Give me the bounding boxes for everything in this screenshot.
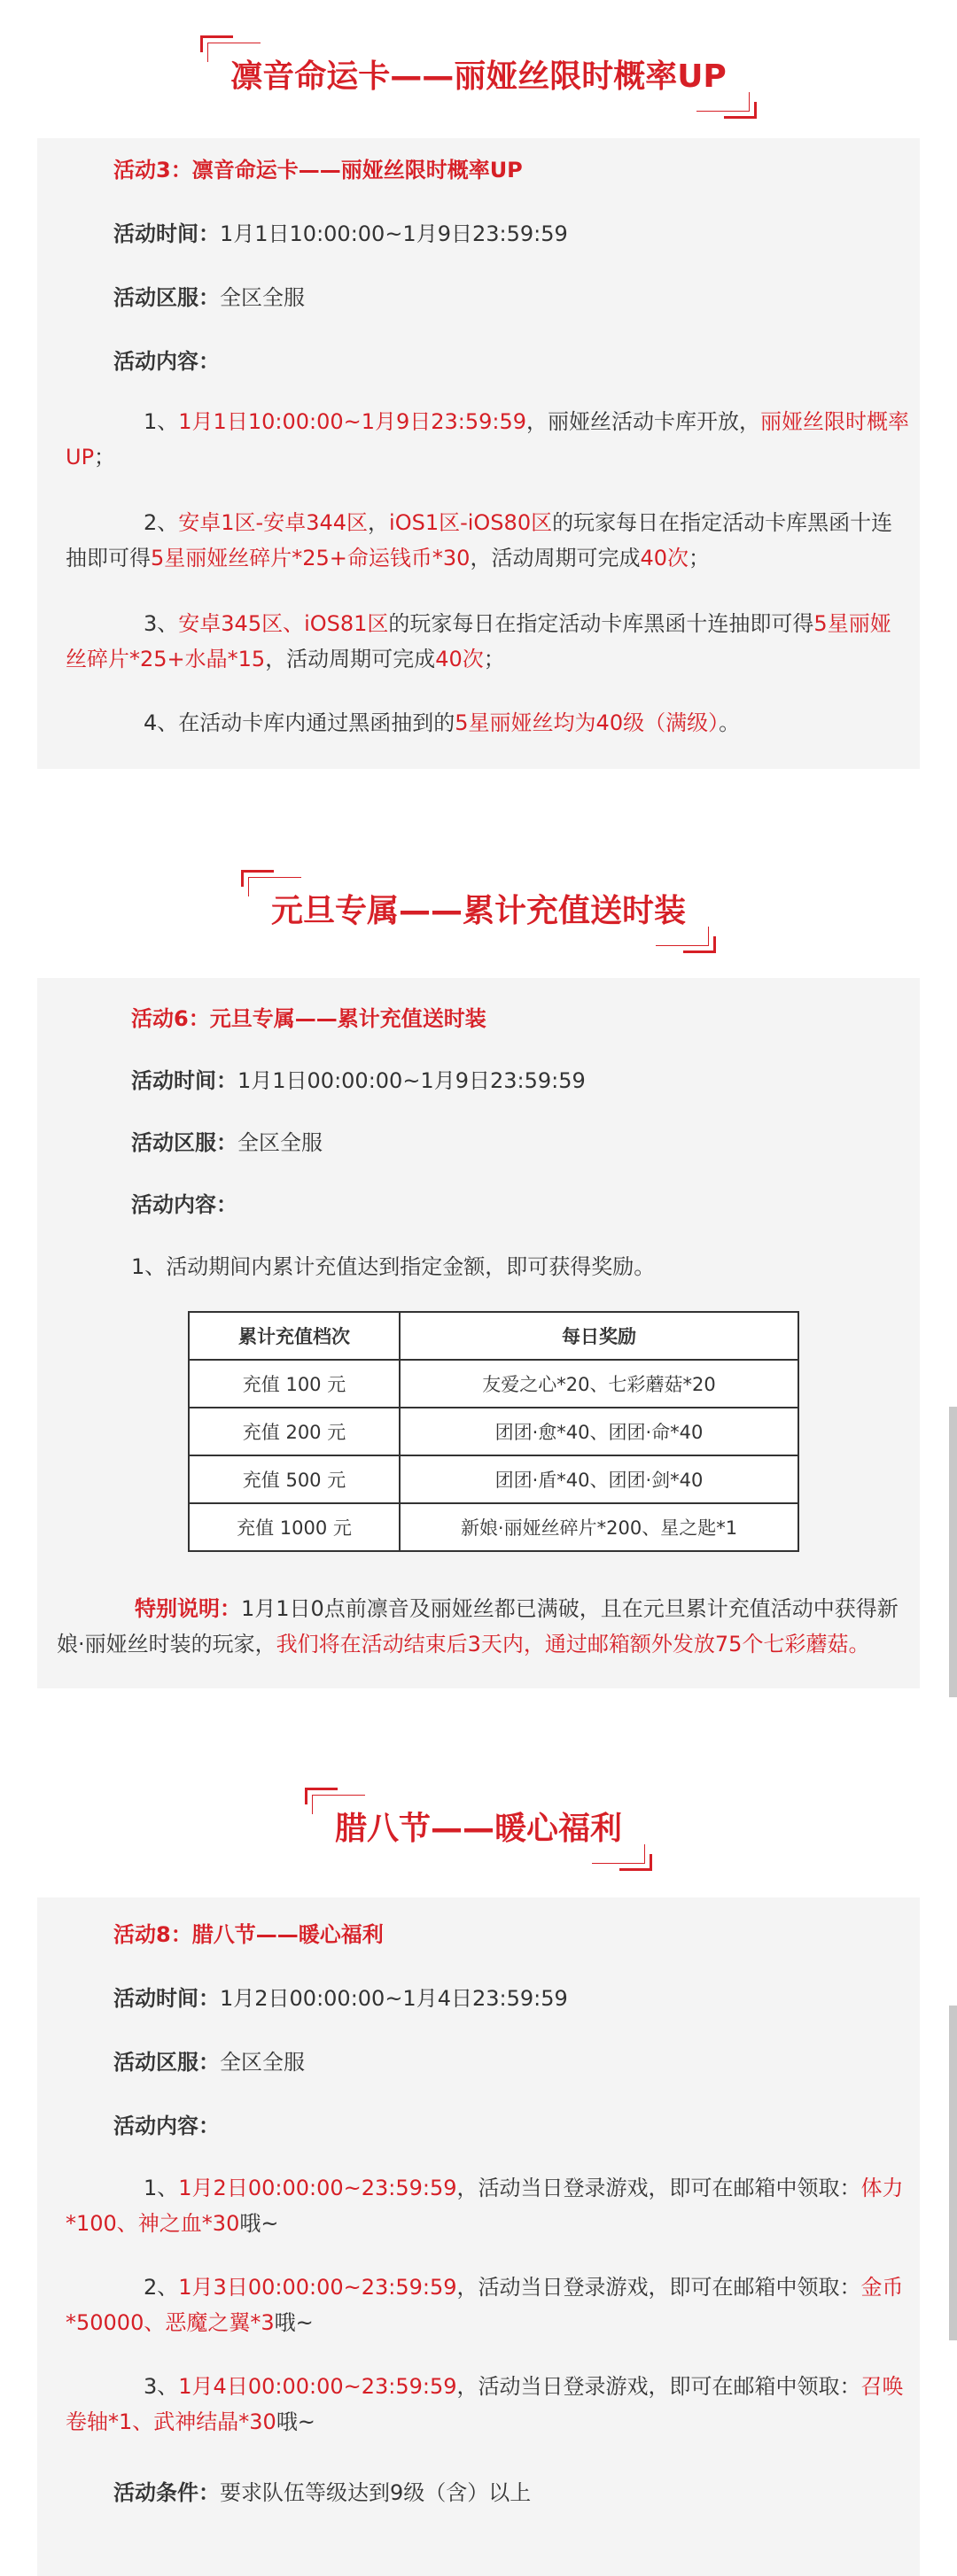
table-cell-reward: 团团·愈*40、团团·命*40 [400,1408,798,1455]
section3-condition [113,2475,531,2510]
text-segment: ，活动当日登录游戏，即可在邮箱中领取： [456,2374,861,2399]
text-segment: ，丽娅丝活动卡库开放， [526,409,761,434]
time-value: 1月1日00:00:00~1月9日23:59:59 [237,1068,586,1093]
text-segment: ，活动当日登录游戏，即可在邮箱中领取： [456,2176,861,2200]
highlight-segment: 金币*50000、恶魔之翼*3 [66,2275,904,2335]
highlight-segment: 召唤卷轴*1、武神结晶*30 [66,2374,904,2434]
time-value: 1月1日10:00:00~1月9日23:59:59 [220,221,568,246]
section3-activity-title: 活动8：腊八节——暖心福利 [113,1922,384,1947]
cond-value: 要求队伍等级达到9级（含）以上 [220,2480,532,2505]
server-value: 全区全服 [220,285,305,310]
section1-heading-text: 凛音命运卡——丽娅丝限时概率UP [230,58,727,95]
section3-heading [0,1788,957,1871]
highlight-segment: 5星丽娅丝碎片*25+水晶*15 [66,611,891,671]
section3-server [113,2045,305,2080]
server-value: 全区全服 [237,1130,323,1155]
server-label: 活动区服： [131,1130,237,1155]
highlight-segment: 40次 [435,647,484,671]
table-cell-tier: 充值 200 元 [189,1408,400,1455]
highlight-segment: 1月4日00:00:00~23:59:59 [178,2374,457,2399]
table-cell-reward: 新娘·丽娅丝碎片*200、星之匙*1 [400,1503,798,1551]
table-header-tier: 累计充值档次 [189,1312,400,1360]
text-segment: 3、 [144,2374,179,2399]
section1-content-label: 活动内容： [113,349,220,374]
section3-content-label: 活动内容： [113,2114,220,2138]
table-row [189,1408,798,1455]
section2-activity-title: 活动6：元旦专属——累计充值送时装 [131,1006,486,1031]
section2-special-note [57,1591,907,1662]
text-segment: 2、 [144,510,179,535]
section3-panel [37,1897,920,2576]
section2-panel [37,978,920,1688]
text-segment: 3、 [144,611,179,636]
text-segment: 的玩家每日在指定活动卡库黑函十连抽即可得 [388,611,814,636]
section2-heading [0,870,957,953]
text-segment: ，活动周期可完成 [470,546,641,570]
table-cell-tier: 充值 500 元 [189,1455,400,1503]
table-row [189,1503,798,1551]
section3-item-2 [66,2270,911,2340]
table-cell-tier: 充值 1000 元 [189,1503,400,1551]
text-segment: 的玩家每日在指定活动卡库黑函十连抽即可得 [66,510,893,570]
time-value: 1月2日00:00:00~1月4日23:59:59 [220,1986,568,2011]
highlight-segment: 1月1日10:00:00~1月9日23:59:59 [178,409,527,434]
reward-table [188,1311,799,1552]
section2-server [131,1125,323,1160]
text-segment: 1、 [144,409,179,434]
section3-time [113,1981,568,2016]
section3-heading-text: 腊八节——暖心福利 [334,1811,622,1847]
time-label: 活动时间： [113,221,220,246]
scrollbar-thumb[interactable] [949,1407,957,1697]
time-label: 活动时间： [113,1986,220,2011]
section1-panel [37,138,920,769]
highlight-segment: 安卓1区-安卓344区 [178,510,369,535]
highlight-segment: 体力*100、神之血*30 [66,2176,904,2236]
section1-item-4 [66,705,911,741]
table-cell-tier: 充值 100 元 [189,1360,400,1408]
section1-heading [0,35,957,119]
section1-item-1 [66,404,911,475]
section1-activity-title: 活动3：凛音命运卡——丽娅丝限时概率UP [113,158,523,182]
note-label: 特别说明： [135,1596,241,1621]
text-segment: 哦~ [239,2211,279,2236]
server-value: 全区全服 [220,2050,305,2075]
table-cell-reward: 团团·盾*40、团团·剑*40 [400,1455,798,1503]
section3-item-3 [66,2369,911,2440]
highlight-segment: 1月2日00:00:00~23:59:59 [178,2176,457,2200]
highlight-segment: 5星丽娅丝均为40级（满级） [455,710,720,735]
section2-time [131,1063,586,1098]
table-row [189,1455,798,1503]
highlight-segment: 丽娅丝限时概率UP [66,409,910,469]
section2-content-label: 活动内容： [131,1192,237,1217]
server-label: 活动区服： [113,2050,220,2075]
section1-time [113,216,568,252]
section2-heading-text: 元旦专属——累计充值送时装 [270,893,686,929]
note-highlight: 我们将在活动结束后3天内，通过邮箱额外发放75个七彩蘑菇。 [276,1632,870,1657]
text-segment: 4、在活动卡库内通过黑函抽到的 [144,710,455,735]
time-label: 活动时间： [131,1068,237,1093]
highlight-segment: 40次 [640,546,689,570]
section1-server [113,280,305,315]
highlight-segment: 安卓345区、iOS81区 [178,611,389,636]
text-segment: 1、 [144,2176,179,2200]
section3-item-1 [66,2170,911,2241]
text-segment: ； [483,647,505,671]
note-text: 1月1日0点前凛音及丽娅丝都已满破，且在元旦累计充值活动中获得新娘·丽娅丝时装的玩家， [57,1596,899,1657]
text-segment: 哦~ [274,2310,314,2335]
highlight-segment: iOS1区-iOS80区 [389,510,553,535]
text-segment: ，活动周期可完成 [265,647,436,671]
server-label: 活动区服： [113,285,220,310]
text-segment: ； [94,445,116,469]
text-segment: 哦~ [276,2409,315,2434]
table-header-reward: 每日奖励 [400,1312,798,1360]
text-segment: ， [368,510,390,535]
text-segment: ，活动当日登录游戏，即可在邮箱中领取： [456,2275,861,2300]
table-cell-reward: 友爱之心*20、七彩蘑菇*20 [400,1360,798,1408]
text-segment: ； [689,546,711,570]
text-segment: 2、 [144,2275,179,2300]
scrollbar-thumb-lower[interactable] [949,2006,957,2340]
text-segment: 。 [719,710,741,735]
section1-item-3 [66,606,911,677]
highlight-segment: 5星丽娅丝碎片*25+命运钱币*30 [151,546,471,570]
highlight-segment: 1月3日00:00:00~23:59:59 [178,2275,457,2300]
cond-label: 活动条件： [113,2480,220,2505]
section2-intro: 1、活动期间内累计充值达到指定金额，即可获得奖励。 [131,1254,656,1279]
section1-item-2 [66,505,911,576]
table-row [189,1360,798,1408]
